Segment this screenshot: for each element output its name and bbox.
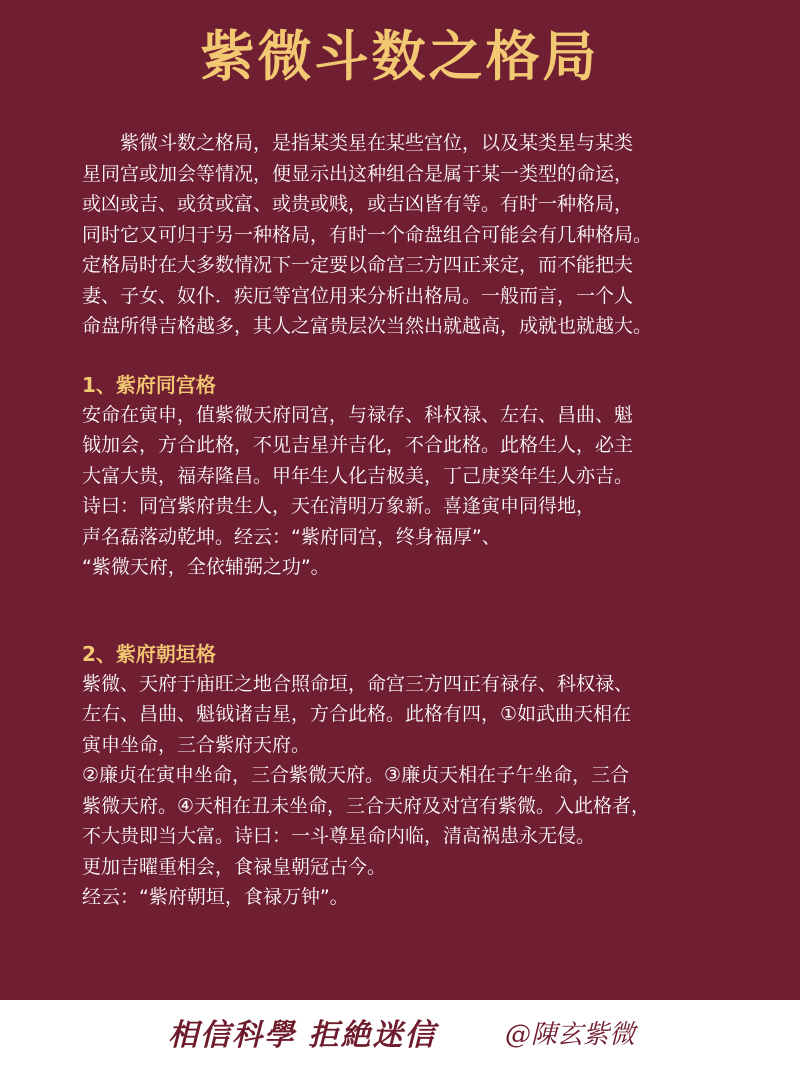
section-heading-zifu-chaoyuan: 2、紫府朝垣格 — [82, 641, 216, 666]
intro-line: 妻、子女、奴仆．疾厄等宫位用来分析出格局。一般而言，一个人 — [82, 284, 634, 307]
intro-line: 紫微斗数之格局，是指某类星在某些宫位，以及某类星与某类 — [120, 132, 634, 154]
section2-line: 紫微天府。④天相在丑未坐命，三合天府及对宫有紫微。入此格者， — [82, 794, 651, 817]
section1-line: “紫微天府，全依辅弼之功”。 — [82, 556, 330, 578]
section-heading-zifu-tonggong: 1、紫府同宫格 — [82, 372, 216, 397]
section1-line: 声名磊落动乾坤。经云：“紫府同宫，终身福厚”、 — [82, 525, 501, 548]
section1-line: 大富大贵，福寿隆昌。甲年生人化吉极美，丁己庚癸年生人亦吉。 — [82, 464, 634, 487]
section2-line: 寅申坐命，三合紫府天府。 — [82, 733, 311, 756]
footer-slogan: 相信科學 拒絶迷信 — [168, 1018, 437, 1053]
section2-line: ②廉贞在寅申坐命，三合紫微天府。③廉贞天相在子午坐命，三合 — [82, 764, 630, 786]
intro-line: 或凶或吉、或贫或富、或贵或贱，或吉凶皆有等。有时一种格局， — [82, 193, 634, 215]
intro-line: 星同宫或加会等情况，便显示出这种组合是属于某一类型的命运， — [82, 162, 634, 185]
section1-line: 钺加会，方合此格，不见吉星并吉化，不合此格。此格生人，必主 — [82, 434, 634, 456]
section2-line: 经云：“紫府朝垣，食禄万钟”。 — [82, 886, 349, 908]
section2-line: 左右、昌曲、魁钺诸吉星，方合此格。此格有四，①如武曲天相在 — [82, 703, 632, 725]
intro-line: 同时它又可归于另一种格局，有时一个命盘组合可能会有几种格局。 — [82, 223, 653, 246]
section2-line: 不大贵即当大富。诗曰：一斗尊星命内临，清高祸患永无侵。 — [82, 825, 596, 847]
author-signature: @陳玄紫微 — [505, 1020, 636, 1050]
section2-line: 更加吉曜重相会，食禄皇朝冠古今。 — [82, 855, 387, 878]
intro-line: 命盘所得吉格越多，其人之富贵层次当然出就越高，成就也就越大。 — [82, 315, 653, 337]
page-title: 紫微斗数之格局 — [200, 25, 600, 88]
footer-banner — [0, 1000, 800, 1067]
intro-line: 定格局时在大多数情况下一定要以命宫三方四正来定，而不能把夫 — [82, 254, 634, 276]
section2-line: 紫微、天府于庙旺之地合照命垣，命宫三方四正有禄存、科权禄、 — [82, 672, 634, 695]
article-body — [82, 128, 732, 913]
section1-line: 诗曰：同宫紫府贵生人，天在清明万象新。喜逢寅申同得地， — [82, 495, 596, 517]
section1-line: 安命在寅申，值紫微天府同宫，与禄存、科权禄、左右、昌曲、魁 — [82, 403, 634, 426]
